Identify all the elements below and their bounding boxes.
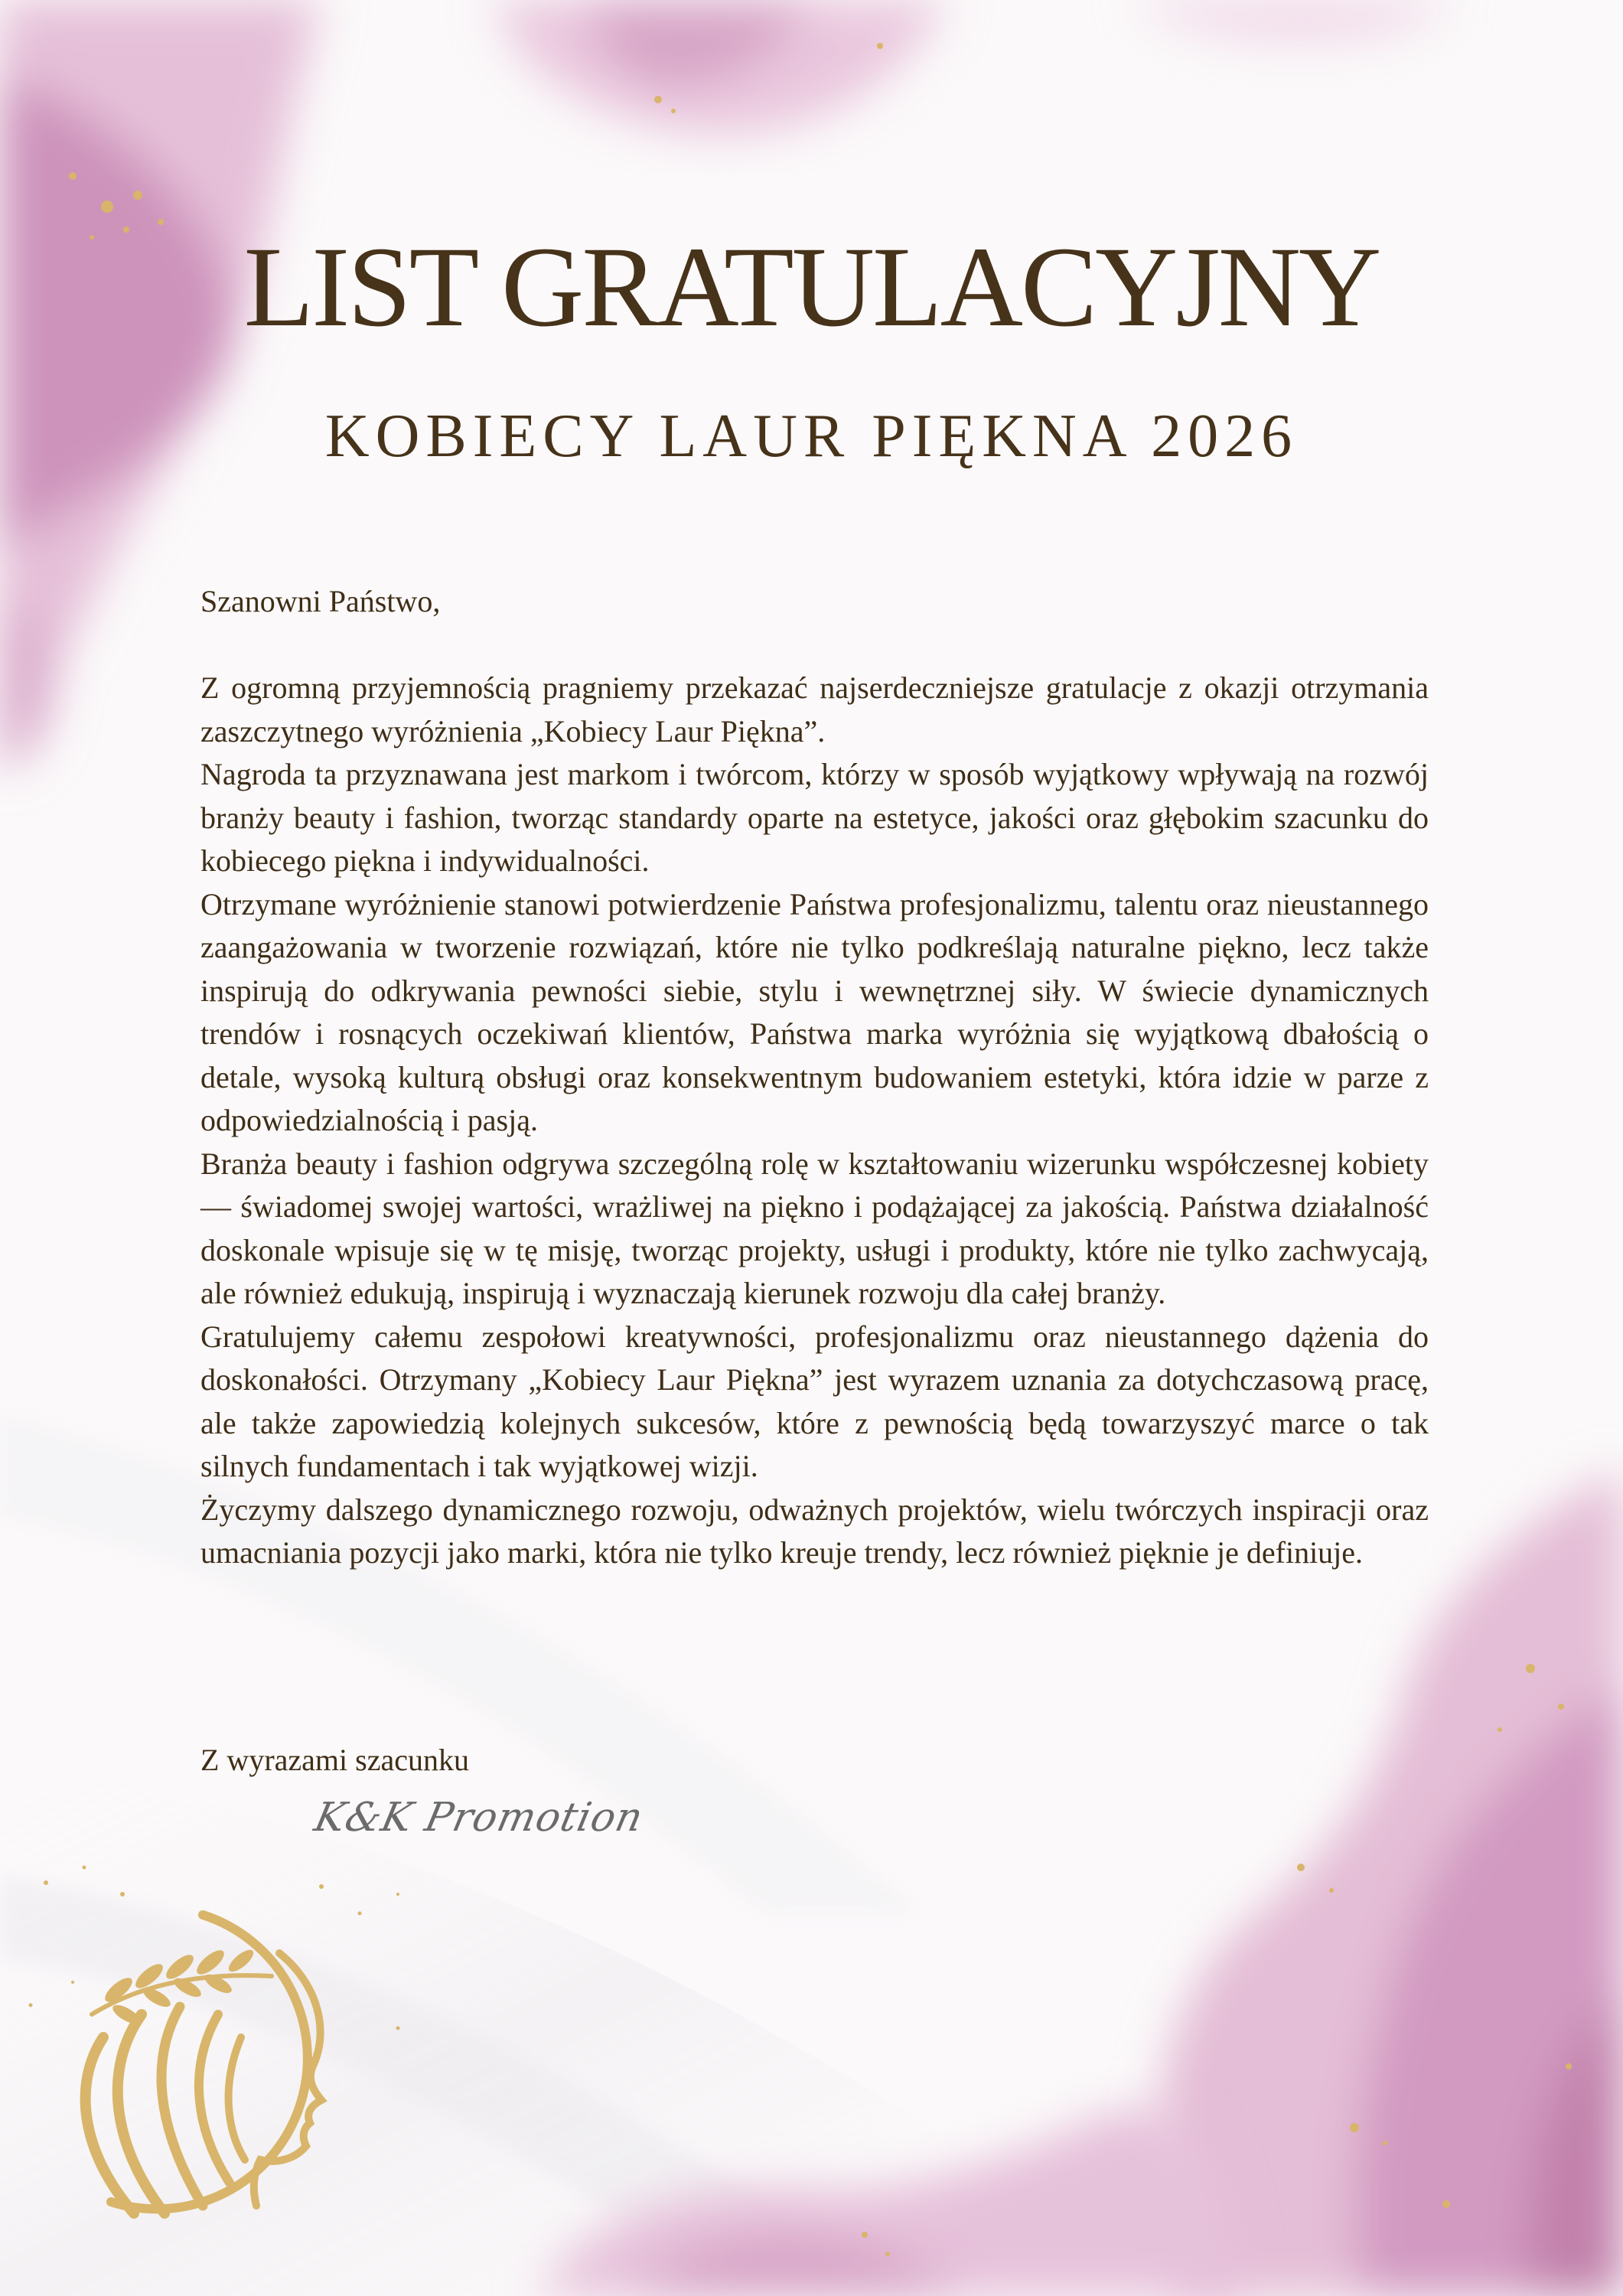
paragraph-1: Z ogromną przyjemnością pragniemy przekazać najserdeczniejsze gratulacje z okazji otrzymania zaszczytnego wyróżnienia „Kobiecy Laur Piękna”.	[200, 670, 1429, 748]
paragraph-2: Nagroda ta przyznawana jest markom i twórcom, którzy w sposób wyjątkowy wpływają na rozwój branży beauty i fashion, tworząc standardy oparte na estetyce, jakości oraz głębokim szacunku do kobiecego piękna i indywidualności.	[200, 757, 1429, 878]
letter-title: LIST GRATULACYJNY	[243, 223, 1380, 351]
letter-subtitle: KOBIECY LAUR PIĘKNA 2026	[324, 403, 1299, 470]
paragraph-5: Gratulujemy całemu zespołowi kreatywności, profesjonalizmu oraz nieustannego dążenia do doskonałości. Otrzymany „Kobiecy Laur Piękna” jest wyrazem uznania za dotychczasową pracę, ale także zapowiedzią kolejnych sukcesów, które z pewnością będą towarzyszyć marce o tak silnych fundamentach i tak wyjątkowej wizji.	[200, 1319, 1429, 1483]
paragraph-6: Życzymy dalszego dynamicznego rozwoju, odważnych projektów, wielu twórczych inspiracji oraz umacniania pozycji jako marki, która nie tylko kreuje trendy, lecz również pięknie je definiuje.	[200, 1492, 1429, 1570]
closing-line: Z wyrazami szacunku	[200, 1743, 469, 1777]
paragraph-3: Otrzymane wyróżnienie stanowi potwierdzenie Państwa profesjonalizmu, talentu oraz nieustannego zaangażowania w tworzenie rozwiązań, które nie tylko podkreślają naturalne piękno, lecz także inspirują do odkrywania pewności siebie, stylu i wewnętrznej siły. W świecie dynamicznych trendów i rosnących oczekiwań klientów, Państwa marka wyróżnia się wyjątkową dbałością o detale, wysoką kulturą obsługi oraz konsekwentnym budowaniem estetyki, która idzie w parze z odpowiedzialnością i pasją.	[200, 886, 1429, 1137]
paragraph-4: Branża beauty i fashion odgrywa szczególną rolę w kształtowaniu wizerunku współczesnej kobiety — świadomej swojej wartości, wrażliwej na piękno i podążającej za jakością. Państwa działalność doskonale wpisuje się w tę misję, tworząc projekty, usługi i produkty, które nie tylko zachwycają, ale również edukują, inspirują i wyznaczają kierunek rozwoju dla całej branży.	[200, 1146, 1429, 1310]
laurel-woman-logo-icon	[50, 1900, 379, 2229]
salutation: Szanowni Państwo,	[200, 584, 441, 618]
letter-body	[200, 580, 1429, 1575]
signature: K&K Promotion	[310, 1795, 647, 1841]
